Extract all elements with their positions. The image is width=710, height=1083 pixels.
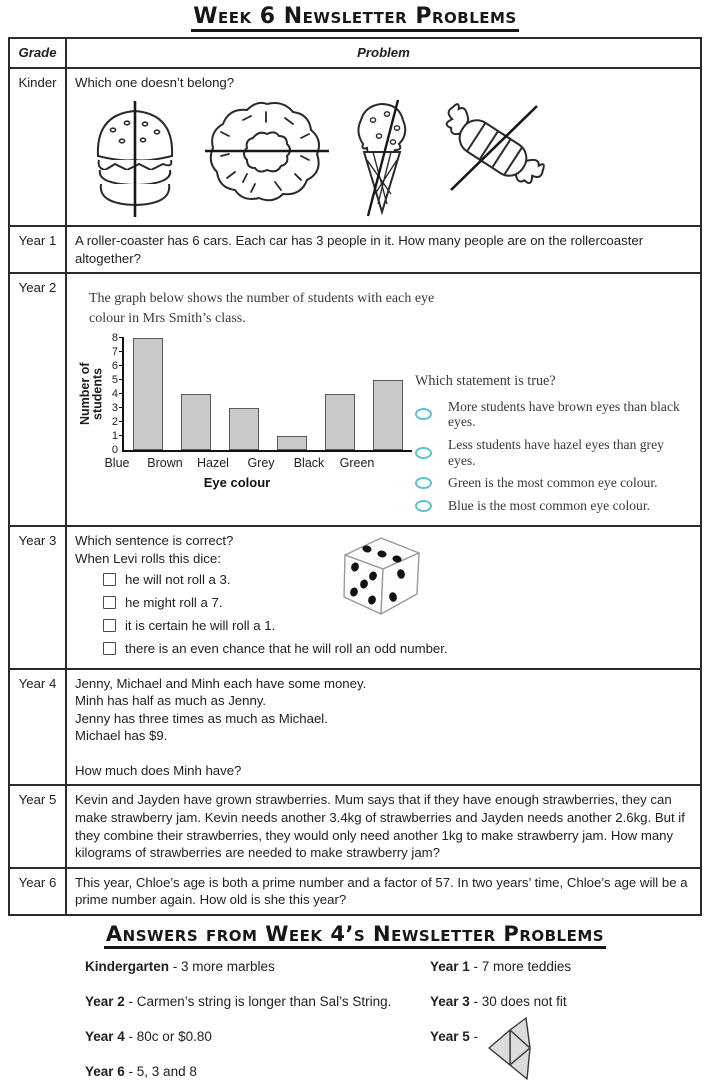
page-title: Week 6 Newsletter Problems bbox=[191, 5, 518, 32]
y-tick-3: 3 bbox=[111, 401, 118, 414]
donut-image bbox=[203, 98, 331, 204]
checkbox-icon[interactable] bbox=[103, 642, 116, 655]
chart-x-axis-title: Eye colour bbox=[203, 475, 271, 491]
problem-cell-year3 bbox=[66, 526, 701, 668]
page-title-wrap bbox=[0, 0, 710, 32]
chart-x-axis-labels bbox=[93, 455, 381, 472]
table-row-kinder bbox=[9, 68, 701, 226]
y-tick-0: 0 bbox=[111, 443, 118, 456]
y-tickmark bbox=[119, 435, 124, 437]
problem-cell-year1 bbox=[66, 226, 701, 273]
y-tickmark bbox=[119, 407, 124, 409]
grade-label-kinder: Kinder bbox=[9, 68, 66, 226]
year6-text: This year, Chloe’s age is both a prime number and a factor of 57. In two years’ time, Chloe’s age will be a prime number again. How old is she this year? bbox=[75, 874, 688, 908]
y-tick-7: 7 bbox=[111, 345, 118, 358]
radio-oval-icon[interactable] bbox=[415, 408, 432, 420]
answer-year4: Year 4 - 80c or $0.80 bbox=[85, 1029, 212, 1045]
dice-image bbox=[331, 534, 431, 622]
y-tick-1: 1 bbox=[111, 429, 118, 442]
problem-header: Problem bbox=[66, 38, 701, 68]
checkbox-icon[interactable] bbox=[103, 573, 116, 586]
year3-line1: Which sentence is correct? bbox=[75, 533, 234, 549]
year2-question: Which statement is true? bbox=[415, 372, 556, 389]
bar-brown bbox=[181, 394, 211, 450]
tetrahedron-net-shape bbox=[486, 1015, 544, 1083]
y-tick-4: 4 bbox=[111, 387, 118, 400]
grade-label-year6: Year 6 bbox=[9, 868, 66, 915]
year4-line3: Jenny has three times as much as Michael. bbox=[75, 710, 328, 726]
bar-hazel bbox=[229, 408, 259, 450]
table-row-year4 bbox=[9, 669, 701, 786]
answer-kindergarten: Kindergarten - 3 more marbles bbox=[85, 958, 275, 974]
answers-title: Answers from Week 4’s Newsletter Problems bbox=[104, 923, 606, 949]
table-row-year3 bbox=[9, 526, 701, 668]
year4-line4: Michael has $9. bbox=[75, 728, 168, 744]
grade-label-year1: Year 1 bbox=[9, 226, 66, 273]
eye-colour-bar-chart bbox=[75, 331, 415, 521]
table-row-year6 bbox=[9, 868, 701, 915]
year2-intro: The graph below shows the number of students with each eye colour in Mrs Smith’s class. bbox=[89, 291, 435, 327]
x-label-black: Black bbox=[293, 455, 325, 470]
grade-label-year4: Year 4 bbox=[9, 669, 66, 786]
year3-option-1[interactable]: he will not roll a 3. bbox=[103, 571, 692, 589]
year4-line1: Jenny, Michael and Minh each have some money. bbox=[75, 675, 367, 691]
table-row-year1 bbox=[9, 226, 701, 273]
kinder-images bbox=[87, 98, 692, 220]
problems-table bbox=[8, 37, 702, 916]
year3-option-4[interactable]: there is an even chance that he will roll an odd number. bbox=[103, 640, 692, 658]
grade-label-year2: Year 2 bbox=[9, 273, 66, 526]
header-row bbox=[9, 38, 701, 68]
problem-cell-year2 bbox=[66, 273, 701, 526]
answers-grid bbox=[85, 959, 710, 1081]
chart-plot-area bbox=[122, 338, 412, 452]
x-label-green: Green bbox=[339, 455, 375, 470]
answer-year5: Year 5 - bbox=[430, 1029, 710, 1045]
chart-y-axis-label: Number of students bbox=[78, 362, 105, 426]
y-tickmark bbox=[119, 393, 124, 395]
x-label-grey: Grey bbox=[247, 455, 275, 470]
answer-year1: Year 1 - 7 more teddies bbox=[430, 958, 572, 974]
problem-cell-year4 bbox=[66, 669, 701, 786]
bar-green bbox=[373, 380, 403, 450]
kinder-question: Which one doesn’t belong? bbox=[75, 75, 235, 91]
year2-option-3[interactable]: Green is the most common eye colour. bbox=[415, 475, 692, 491]
bar-black bbox=[325, 394, 355, 450]
table-row-year5 bbox=[9, 785, 701, 867]
y-tick-2: 2 bbox=[111, 415, 118, 428]
year3-line2: When Levi rolls this dice: bbox=[75, 550, 221, 566]
year2-option-2[interactable]: Less students have hazel eyes than grey eyes. bbox=[415, 437, 692, 468]
candy-image bbox=[433, 98, 553, 198]
grade-label-year5: Year 5 bbox=[9, 785, 66, 867]
problem-cell-year6 bbox=[66, 868, 701, 915]
answer-year6: Year 6 - 5, 3 and 8 bbox=[85, 1064, 197, 1080]
answer-year2: Year 2 - Carmen’s string is longer than Sal’s String. bbox=[85, 993, 392, 1009]
problem-cell-year5 bbox=[66, 785, 701, 867]
answer-year3: Year 3 - 30 does not fit bbox=[430, 993, 567, 1009]
radio-oval-icon[interactable] bbox=[415, 477, 432, 489]
year3-option-2[interactable]: he might roll a 7. bbox=[103, 594, 692, 612]
y-tickmark bbox=[119, 421, 124, 423]
answers-title-wrap bbox=[0, 923, 710, 949]
year4-line2: Minh has half as much as Jenny. bbox=[75, 693, 267, 709]
y-tickmark bbox=[119, 365, 124, 367]
y-tick-5: 5 bbox=[111, 373, 118, 386]
y-tickmark bbox=[119, 351, 124, 353]
y-tickmark bbox=[119, 337, 124, 339]
y-tickmark bbox=[119, 379, 124, 381]
radio-oval-icon[interactable] bbox=[415, 500, 432, 512]
problem-cell-kinder bbox=[66, 68, 701, 226]
year3-option-3[interactable]: it is certain he will roll a 1. bbox=[103, 617, 692, 635]
x-label-hazel: Hazel bbox=[197, 455, 229, 470]
bar-grey bbox=[277, 436, 307, 450]
ice-cream-image bbox=[351, 98, 413, 218]
year1-text: A roller-coaster has 6 cars. Each car has 3 people in it. How many people are on the rollercoaster altogether? bbox=[75, 233, 644, 266]
grade-label-year3: Year 3 bbox=[9, 526, 66, 668]
year2-option-4[interactable]: Blue is the most common eye colour. bbox=[415, 498, 692, 514]
x-label-blue: Blue bbox=[104, 455, 130, 470]
y-tick-8: 8 bbox=[111, 331, 118, 344]
year2-options-block bbox=[415, 372, 692, 521]
year4-question: How much does Minh have? bbox=[75, 762, 242, 778]
table-row-year2 bbox=[9, 273, 701, 526]
radio-oval-icon[interactable] bbox=[415, 447, 432, 459]
year2-option-1[interactable]: More students have brown eyes than black eyes. bbox=[415, 399, 692, 430]
checkbox-icon[interactable] bbox=[103, 596, 116, 609]
checkbox-icon[interactable] bbox=[103, 619, 116, 632]
y-tick-6: 6 bbox=[111, 359, 118, 372]
x-label-brown: Brown bbox=[147, 455, 183, 470]
year5-text: Kevin and Jayden have grown strawberries. Mum says that if they have enough strawberries, they can make strawberry jam. Kevin needs another 3.4kg of strawberries and Jayden needs another 2.6kg. But if they combine their strawberries, they would only need another 1kg to make strawberry jam. How many kilograms of strawberries are needed to make strawberry jam? bbox=[75, 792, 685, 861]
bar-blue bbox=[133, 338, 163, 450]
grade-header: Grade bbox=[9, 38, 66, 68]
burger-image bbox=[87, 98, 183, 220]
